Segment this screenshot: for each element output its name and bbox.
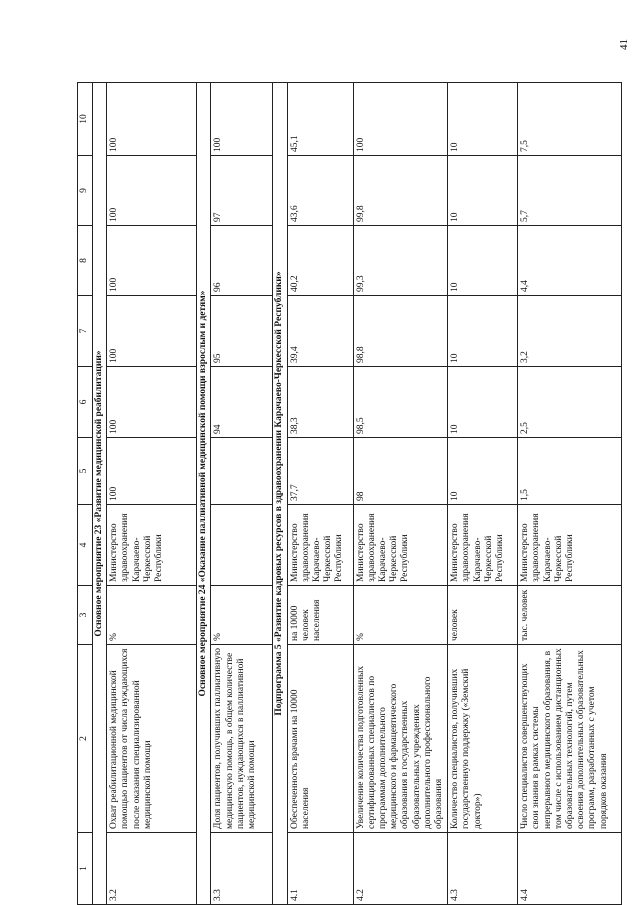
row-value: 3,2	[518, 296, 622, 367]
row-unit: %	[107, 586, 197, 645]
row-executor	[211, 505, 273, 586]
table-row	[107, 83, 197, 905]
row-value: 10	[448, 226, 518, 296]
section-title: Подпрограмма 5 «Развитие кадровых ресурсов в здравоохранении Карачаево-Черкесской Республики»	[273, 83, 287, 905]
header-cell: 3	[78, 586, 93, 645]
header-cell: 8	[78, 226, 93, 296]
row-value: 99,8	[353, 156, 448, 226]
row-executor: Министерство здравоохранения Карачаево-Черкесской Республики	[448, 505, 518, 586]
section-title: Основное мероприятие 23 «Развитие медицинской реабилитации»	[93, 83, 107, 905]
row-value: 100	[107, 296, 197, 367]
row-value: 10	[448, 296, 518, 367]
row-value: 98	[353, 438, 448, 505]
section-row	[197, 83, 211, 905]
row-value: 100	[353, 83, 448, 156]
row-value: 10	[448, 156, 518, 226]
row-value: 10	[448, 83, 518, 156]
row-value: 98,5	[353, 367, 448, 438]
row-value: 37,7	[287, 438, 353, 505]
table-row	[287, 83, 353, 905]
header-cell: 2	[78, 645, 93, 833]
row-unit: человек	[448, 586, 518, 645]
table-row	[448, 83, 518, 905]
row-unit: %	[353, 586, 448, 645]
row-value: 45,1	[287, 83, 353, 156]
row-name: Охват реабилитационной медицинской помощью пациентов от числа нуждающихся после оказания специализированной медицинской помощи	[107, 645, 197, 833]
row-value: 43,6	[287, 156, 353, 226]
row-executor: Министерство здравоохранения Карачаево-Черкесской Республики	[353, 505, 448, 586]
row-value: 94	[211, 367, 273, 438]
indicators-table	[77, 82, 622, 905]
row-value: 40,2	[287, 226, 353, 296]
page-number: 41	[618, 39, 630, 50]
row-value: 95	[211, 296, 273, 367]
row-unit: тыс. человек	[518, 586, 622, 645]
row-name: Увеличение количества подготовленных сертифицированных специалистов по программам дополнительного медицинского и фармацевтического образования в государственных образовательных учреждениях дополнительного профессионального образования	[353, 645, 448, 833]
row-value: 100	[107, 438, 197, 505]
row-value: 100	[107, 226, 197, 296]
header-cell: 6	[78, 367, 93, 438]
row-executor: Министерство здравоохранения Карачаево-Черкесской Республики	[518, 505, 622, 586]
header-cell: 10	[78, 83, 93, 156]
section-title: Основное мероприятие 24 «Оказание паллиативной медицинской помощи взрослым и детям»	[197, 83, 211, 905]
row-value: 99,3	[353, 226, 448, 296]
header-row	[78, 83, 93, 905]
header-cell: 1	[78, 833, 93, 905]
row-id: 4.1	[287, 833, 353, 905]
row-value: 10	[448, 367, 518, 438]
row-id: 3.2	[107, 833, 197, 905]
row-name: Количество специалистов, получивших государственную поддержку («Земский доктор»)	[448, 645, 518, 833]
header-cell: 9	[78, 156, 93, 226]
row-value: 100	[107, 367, 197, 438]
table-row	[353, 83, 448, 905]
header-cell: 5	[78, 438, 93, 505]
indicators-table-sheet	[77, 83, 622, 905]
row-executor: Министерство здравоохранения Карачаево-Черкесской Республики	[107, 505, 197, 586]
header-cell: 7	[78, 296, 93, 367]
row-id: 4.4	[518, 833, 622, 905]
row-unit: %	[211, 586, 273, 645]
row-value: 5,7	[518, 156, 622, 226]
header-cell: 4	[78, 505, 93, 586]
row-value	[211, 438, 273, 505]
row-id: 3.3	[211, 833, 273, 905]
row-value: 1,5	[518, 438, 622, 505]
row-name: Число специалистов совершенствующих свои знания в рамках системы непрерывного медицинского образования, в том числе с использованием дистанционных образовательных технологий, путем освоения дополнительных образовательных программ, разработанных с учетом порядков оказания	[518, 645, 622, 833]
row-name: Доля пациентов, получивших паллиативную медицинскую помощь, в общем количестве пациентов, нуждающихся в паллиативной медицинской помощи	[211, 645, 273, 833]
row-unit: на 10000 человек населения	[287, 586, 353, 645]
row-value: 7,5	[518, 83, 622, 156]
section-row	[273, 83, 287, 905]
row-value: 96	[211, 226, 273, 296]
row-value: 97	[211, 156, 273, 226]
row-value: 4,4	[518, 226, 622, 296]
row-value: 98,8	[353, 296, 448, 367]
row-name: Обеспеченность врачами на 10000 населения	[287, 645, 353, 833]
row-value: 100	[107, 156, 197, 226]
section-row	[93, 83, 107, 905]
row-value: 2,5	[518, 367, 622, 438]
row-executor: Министерство здравоохранения Карачаево-Черкесской Республики	[287, 505, 353, 586]
row-value: 100	[211, 83, 273, 156]
row-value: 10	[448, 438, 518, 505]
row-id: 4.3	[448, 833, 518, 905]
row-value: 38,3	[287, 367, 353, 438]
row-value: 100	[107, 83, 197, 156]
table-row	[518, 83, 622, 905]
table-row	[211, 83, 273, 905]
row-id: 4.2	[353, 833, 448, 905]
row-value: 39,4	[287, 296, 353, 367]
